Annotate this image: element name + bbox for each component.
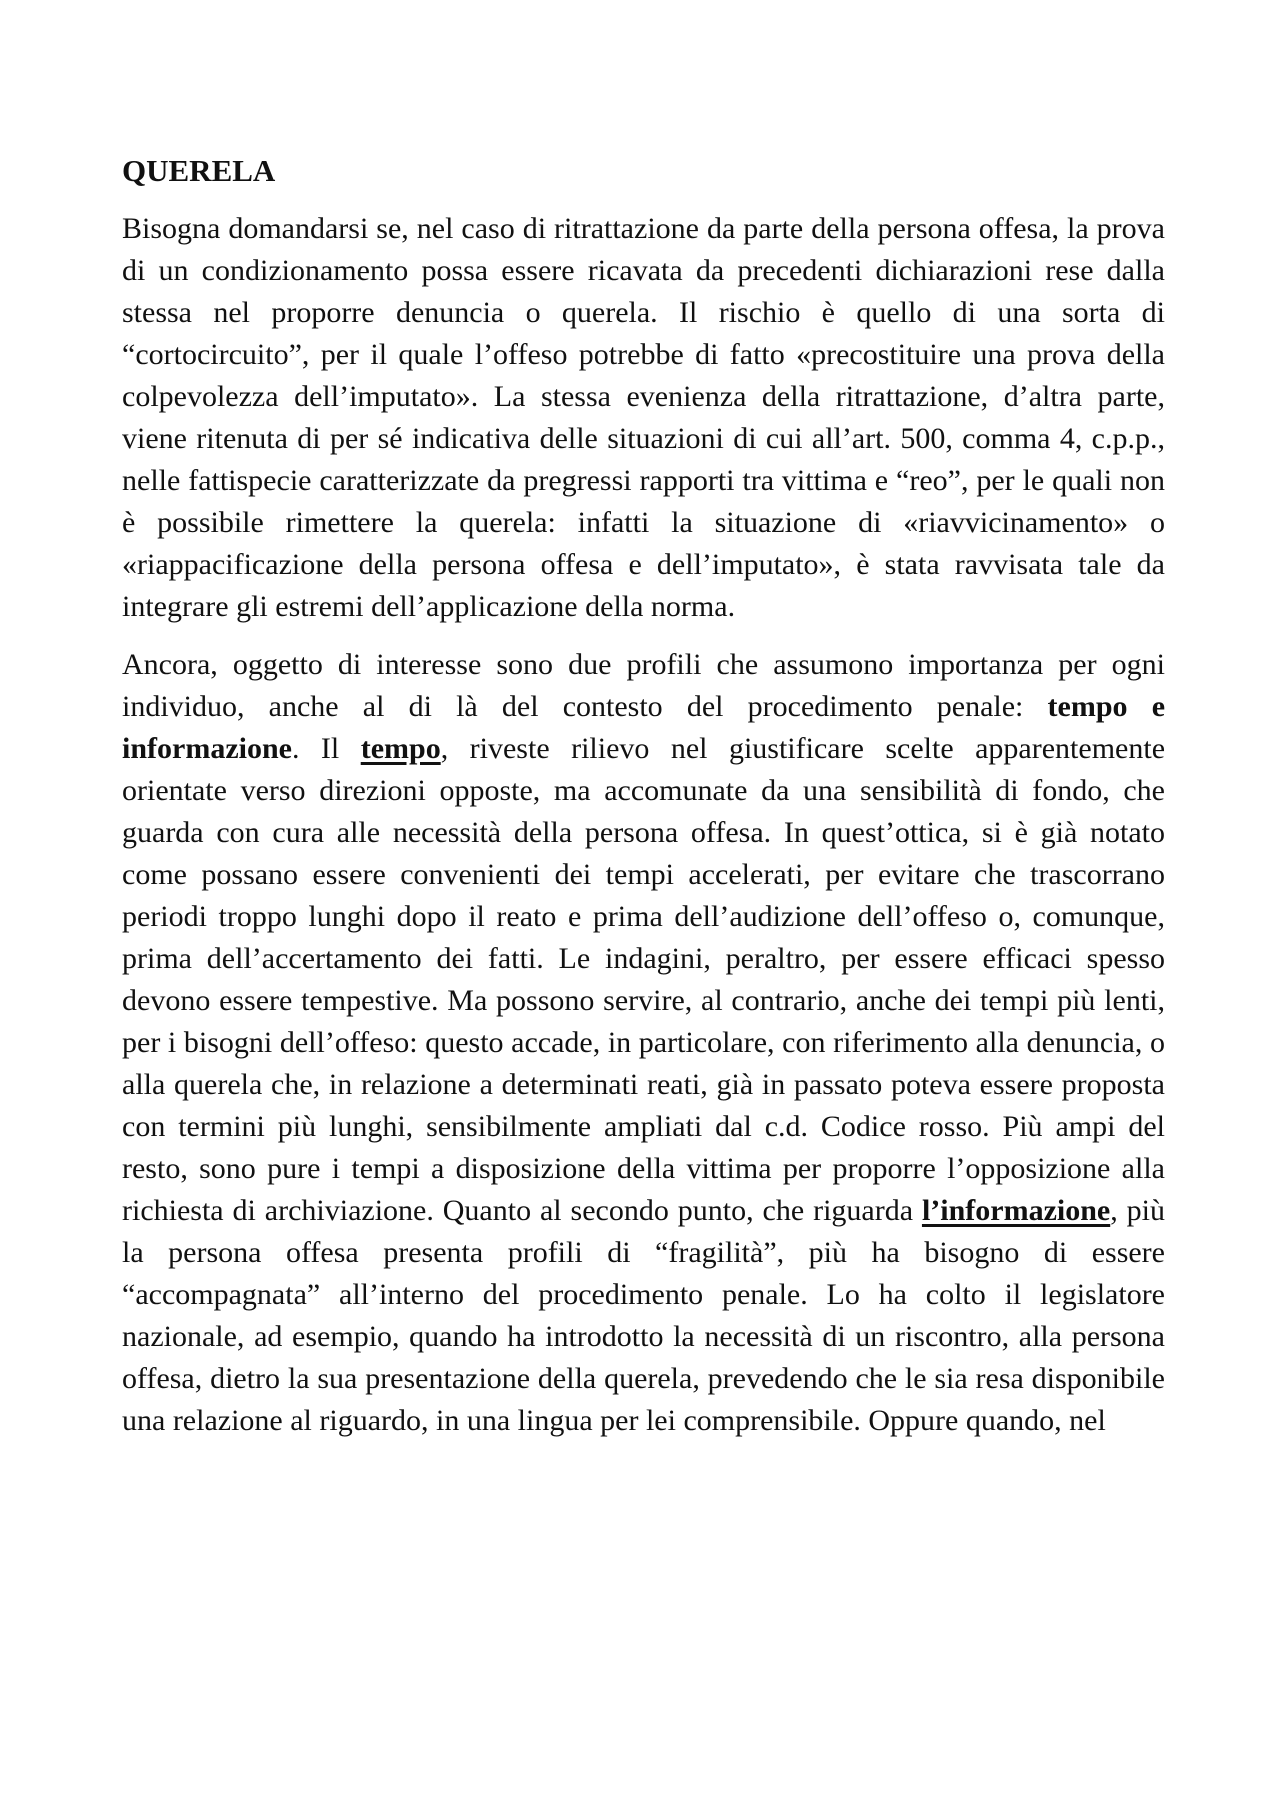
document-title: QUERELA <box>122 153 276 188</box>
paragraph-1: Bisogna domandarsi se, nel caso di ritrattazione da parte della persona offesa, la prova di un condizionamento possa essere ricavata da precedenti dichiarazioni rese dalla stessa nel proporre denuncia o querela. Il rischio è quello di una sorta di “cortocircuito”, per il quale l’offeso potrebbe di fatto «precostituire una prova della colpevolezza dell’imputato». La stessa evenienza della ritrattazione, d’altra parte, viene ritenuta di per sé indicativa delle situazioni di cui all’art. 500, comma 4, c.p.p., nelle fattispecie caratterizzate da pregressi rapporti tra vittima e “reo”, per le quali non è possibile rimettere la querela: infatti la situazione di «riavvicinamento» o «riappacificazione della persona offesa e dell’imputato», è stata ravvisata tale da integrare gli estremi dell’applicazione della norma. <box>122 212 1165 623</box>
paragraph-2 <box>122 644 1165 1442</box>
emphasis-tempo-e-informazione: tempo e informazione <box>122 690 1166 765</box>
paragraph-2-text-4: , più la persona offesa presenta profili di “fragilità”, più ha bisogno di essere “accompagnata” all’interno del procedimento penale. Lo ha colto il legislatore nazionale, ad esempio, quando ha introdotto la necessità di un riscontro, alla persona offesa, dietro la sua presentazione della querela, prevedendo che le sia resa disponibile una relazione al riguardo, in una lingua per lei comprensibile. Oppure quando, nel <box>122 1194 1165 1437</box>
paragraph-2-text-2: . Il <box>291 732 361 765</box>
paragraph-2-text-3: , riveste rilievo nel giustificare scelte apparentemente orientate verso direzioni opposte, ma accomunate da una sensibilità di fondo, che guarda con cura alle necessità della persona offesa. In quest’ottica, si è già notato come possano essere convenienti dei tempi accelerati, per evitare che trascorrano periodi troppo lunghi dopo il reato e prima dell’audizione dell’offeso o, comunque, prima dell’accertamento dei fatti. Le indagini, peraltro, per essere efficaci spesso devono essere tempestive. Ma possono servire, al contrario, anche dei tempi più lenti, per i bisogni dell’offeso: questo accade, in particolare, con riferimento alla denuncia, o alla querela che, in relazione a determinati reati, già in passato poteva essere proposta con termini più lunghi, sensibilmente ampliati dal c.d. Codice rosso. Più ampi del resto, sono pure i tempi a disposizione della vittima per proporre l’opposizione alla richiesta di archiviazione. Quanto al secondo punto, che riguarda <box>122 732 1166 1227</box>
emphasis-informazione: l’informazione <box>921 1194 1111 1227</box>
emphasis-tempo: tempo <box>360 732 441 765</box>
paragraph-2-text-1: Ancora, oggetto di interesse sono due profili che assumono importanza per ogni individuo, anche al di là del contesto del procedimento penale: <box>122 648 1165 723</box>
document-page <box>122 150 1165 1458</box>
